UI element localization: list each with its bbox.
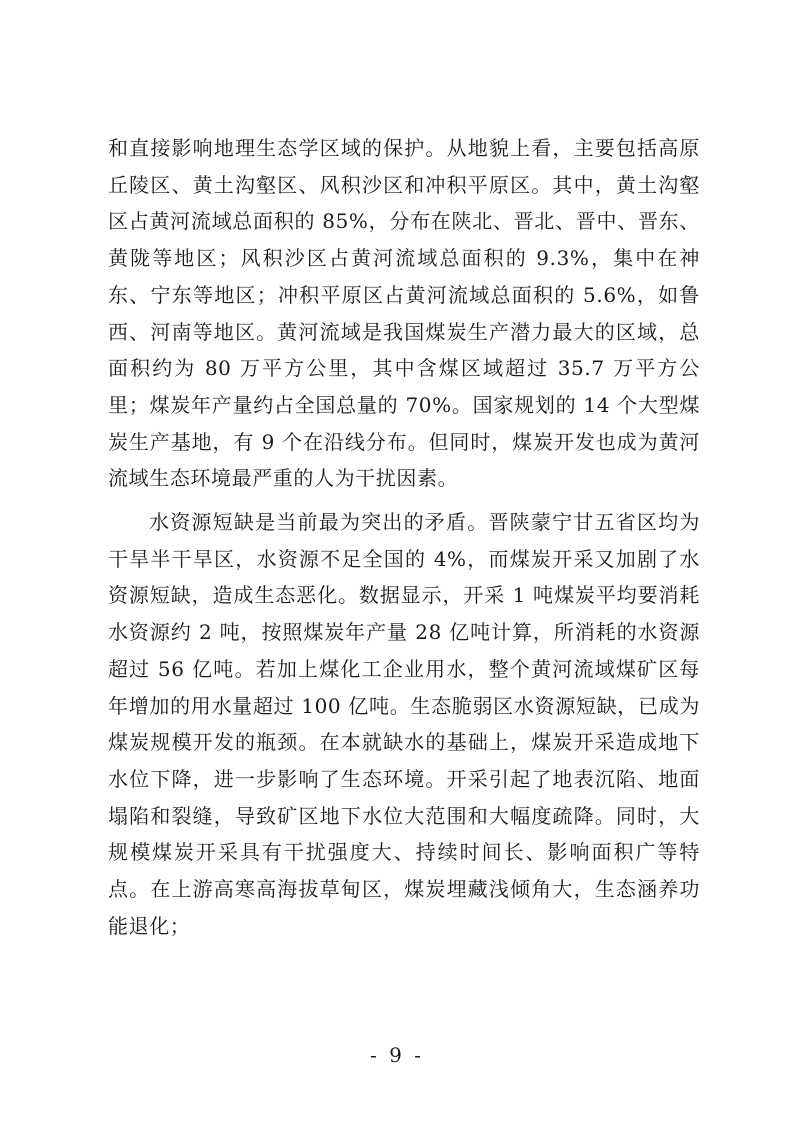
body-text xyxy=(108,130,700,944)
page-number: - 9 - xyxy=(370,1043,424,1067)
paragraph-continuation: 和直接影响地理生态学区域的保护。从地貌上看，主要包括高原丘陵区、黄土沟壑区、风积沙区和冲积平原区。其中，黄土沟壑区占黄河流域总面积的 85%，分布在陕北、晋北、晋中、晋东、黄陇等地区；风积沙区占黄河流域总面积的 9.3%，集中在神东、宁东等地区；冲积平原区占黄河流域总面积的 5.6%，如鲁西、河南等地区。黄河流域是我国煤炭生产潜力最大的区域，总面积约为 80 万平方公里，其中含煤区域超过 35.7 万平方公里；煤炭年产量约占全国总量的 70%。国家规划的 14 个大型煤炭生产基地，有 9 个在沿线分布。但同时，煤炭开发也成为黄河流域生态环境最严重的人为干扰因素。 xyxy=(108,136,700,491)
paragraph-water-scarcity: 水资源短缺是当前最为突出的矛盾。晋陕蒙宁甘五省区均为干旱半干旱区，水资源不足全国的 4%，而煤炭开采又加剧了水资源短缺，造成生态恶化。数据显示，开采 1 吨煤炭平均要消耗水资源约 2 吨，按照煤炭年产量 28 亿吨计算，所消耗的水资源超过 56 亿吨。若加上煤化工企业用水，整个黄河流域煤矿区每年增加的用水量超过 100 亿吨。生态脆弱区水资源短缺，已成为煤炭规模开发的瓶颈。在本就缺水的基础上，煤炭开采造成地下水位下降，进一步影响了生态环境。开采引起了地表沉陷、地面塌陷和裂缝，导致矿区地下水位大范围和大幅度疏降。同时，大规模煤炭开采具有干扰强度大、持续时间长、影响面积广等特点。在上游高寒高海拔草甸区，煤炭埋藏浅倾角大，生态涵养功能退化； xyxy=(108,510,700,938)
